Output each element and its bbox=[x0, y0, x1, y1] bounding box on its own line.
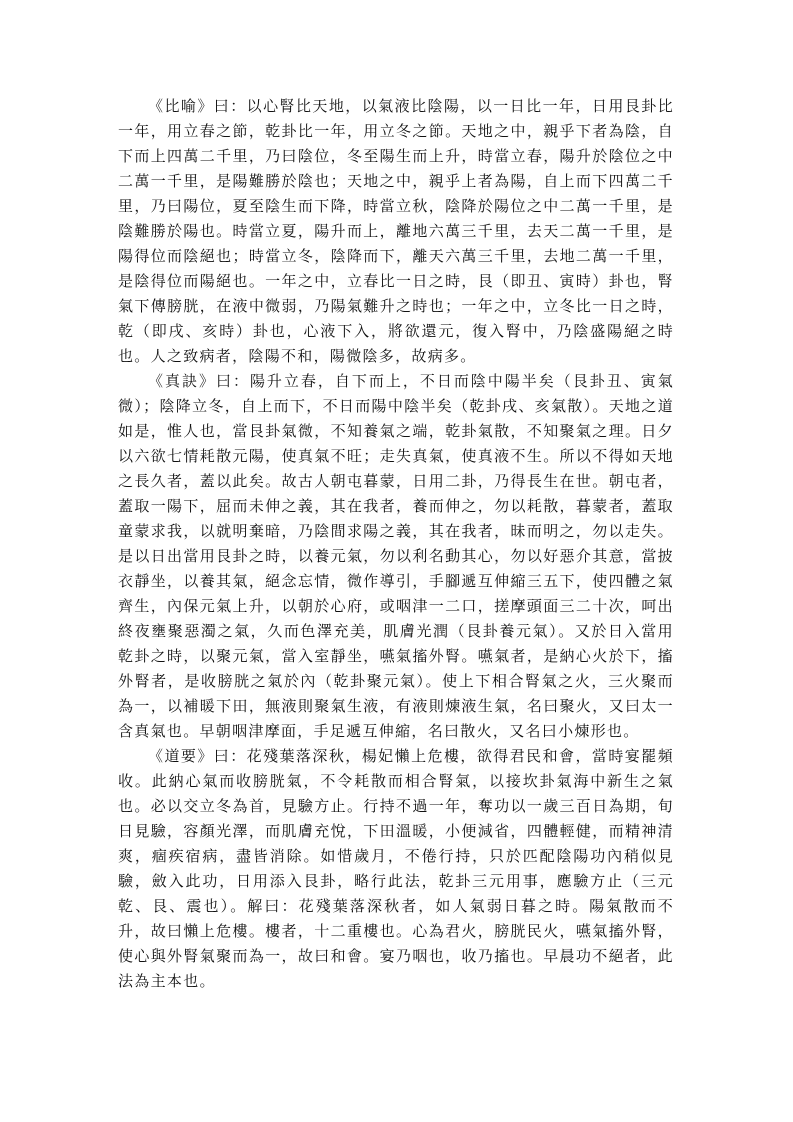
paragraph-daoyao: 《道要》曰：花殘葉落深秋，楊妃懶上危樓，欲得君民和會，當時宴罷頻收。此納心氣而收膀胱氣，不令耗散而相合腎氣，以接坎卦氣海中新生之氣也。必以交立冬為首，見驗方止。行持不過一年，奪功以一歲三百日為期，旬日見驗，容顏光澤，而肌膚充悅，下田溫暖，小便減省，四體輕健，而精神清爽，痼疾宿病，盡皆消除。如惜歲月，不倦行持，只於匹配陰陽功內稍似見驗，斂入此功，日用添入艮卦，略行此法，乾卦三元用事，應驗方止（三元乾、艮、震也）。解曰：花殘葉落深秋者，如人氣弱日暮之時。陽氣散而不升，故曰懶上危樓。樓者，十二重樓也。心為君火，膀胱民火，嚥氣搐外腎，使心與外腎氣聚而為一，故曰和會。宴乃咽也，收乃搐也。早晨功不絕者，此法為主本也。 bbox=[118, 747, 674, 990]
paragraph-biyu: 《比喻》曰：以心腎比天地，以氣液比陰陽，以一日比一年，日用艮卦比一年，用立春之節，乾卦比一年，用立冬之節。天地之中，親乎下者為陰，自下而上四萬二千里，乃曰陰位，冬至陽生而上升，時當立春，陽升於陰位之中二萬一千里，是陽難勝於陰也；天地之中，親乎上者為陽，自上而下四萬二千里，乃曰陽位，夏至陰生而下降，時當立秋，陰降於陽位之中二萬一千里，是陰難勝於陽也。時當立夏，陽升而上，離地六萬三千里，去天二萬一千里，是陽得位而陰絕也；時當立冬，陰降而下，離天六萬三千里，去地二萬一千里，是陰得位而陽絕也。一年之中，立春比一日之時，艮（即丑、寅時）卦也，腎氣下傳膀胱，在液中微弱，乃陽氣難升之時也；一年之中，立冬比一日之時，乾（即戌、亥時）卦也，心液下入，將欲還元，復入腎中，乃陰盛陽絕之時也。人之致病者，陰陽不和，陽微陰多，故病多。 bbox=[118, 97, 674, 365]
body-text bbox=[118, 94, 674, 994]
paragraph-zhenjue: 《真訣》曰：陽升立春，自下而上，不日而陰中陽半矣（艮卦丑、寅氣微）；陰降立冬，自上而下，不日而陽中陰半矣（乾卦戌、亥氣散）。天地之道如是，惟人也，當艮卦氣微，不知養氣之端，乾卦氣散，不知聚氣之理。日夕以六欲七情耗散元陽，使真氣不旺；走失真氣，使真液不生。所以不得如天地之長久者，蓋以此矣。故古人朝屯暮蒙，日用二卦，乃得長生在世。朝屯者，蓋取一陽下，屈而未伸之義，其在我者，養而伸之，勿以耗散，暮蒙者，蓋取童蒙求我，以就明棄暗，乃陰間求陽之義，其在我者，昧而明之，勿以走失。是以日出當用艮卦之時，以養元氣，勿以利名動其心，勿以好惡介其意，當披衣靜坐，以養其氣，絕念忘情，微作導引，手腳遞互伸縮三五下，使四體之氣齊生，內保元氣上升，以朝於心府，或咽津一二口，搓摩頭面三二十次，呵出終夜壅聚惡濁之氣，久而色澤充美，肌膚光潤（艮卦養元氣）。又於日入當用乾卦之時，以聚元氣，當入室靜坐，嚥氣搐外腎。嚥氣者，是納心火於下，搐外腎者，是收膀胱之氣於內（乾卦聚元氣）。使上下相合腎氣之火，三火聚而為一，以補暖下田，無液則聚氣生液，有液則煉液生氣，名曰聚火，又曰太一含真氣也。早朝咽津摩面，手足遞互伸縮，名曰散火，又名曰小煉形也。 bbox=[118, 372, 674, 740]
